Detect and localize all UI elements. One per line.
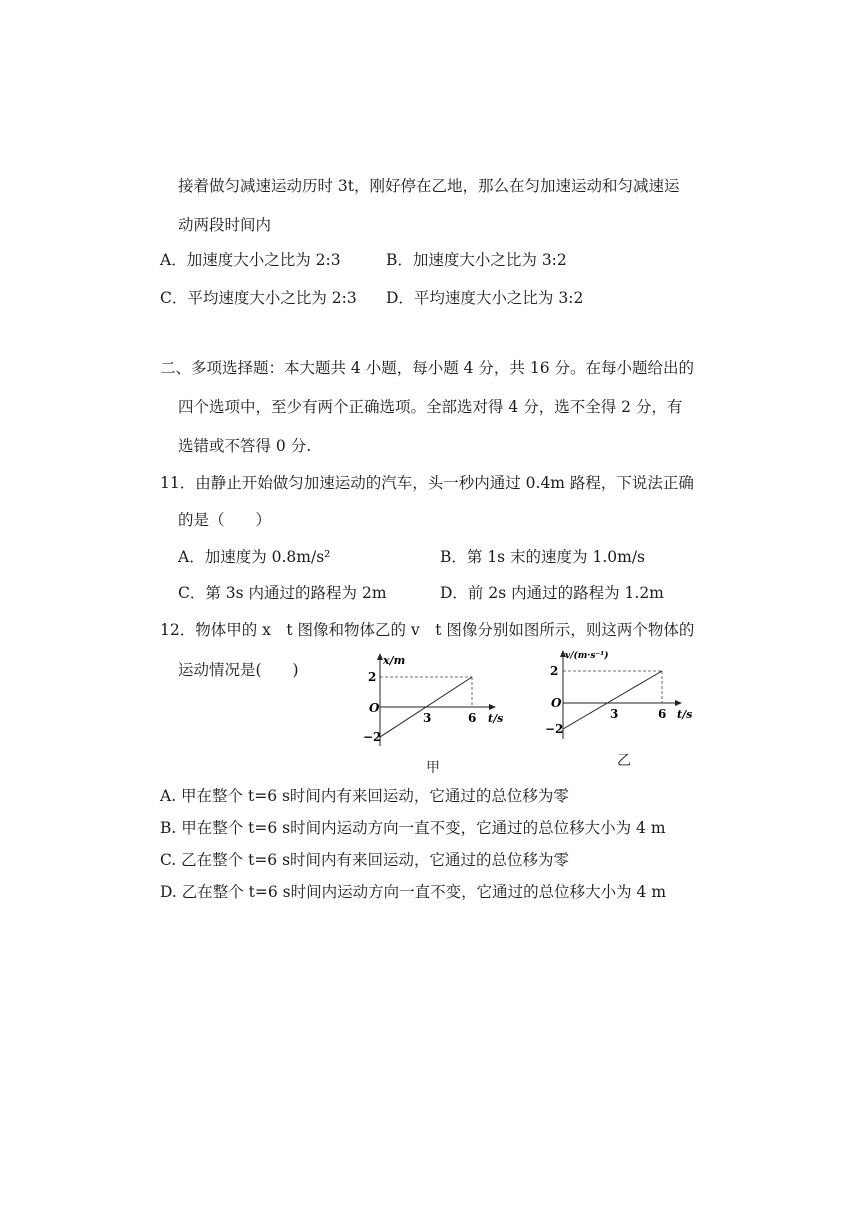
q10-line-2: 动两段时间内 (178, 216, 272, 234)
q12-line-1: 12．物体甲的 x t 图像和物体乙的 v t 图像分别如图所示，则这两个物体的 (160, 621, 695, 639)
graph-jia-origin: O (369, 701, 380, 715)
q12-option-d: D. 乙在整个 t=6 s时间内运动方向一直不变，它通过的总位移大小为 4 m (160, 883, 667, 901)
q10-option-d: D．平均速度大小之比为 3:2 (386, 289, 584, 307)
graph-jia-x-arrow (489, 704, 496, 710)
graph-jia-xlabel: t/s (488, 712, 504, 725)
q11-option-d: D．前 2s 内通过的路程为 1.2m (440, 584, 664, 602)
graph-jia-tick-x-end: 6 (468, 711, 477, 725)
q11-option-c: C．第 3s 内通过的路程为 2m (178, 584, 387, 602)
graph-jia-ylabel: x/m (383, 654, 406, 667)
graph-yi-x-arrow (675, 700, 682, 706)
graph-jia-tick-x-mid: 3 (423, 711, 432, 725)
graph-jia-caption: 甲 (426, 760, 440, 776)
q11-option-a: A．加速度为 0.8m/s² (178, 548, 331, 566)
graph-yi-caption: 乙 (617, 753, 631, 769)
graph-jia (355, 650, 515, 750)
q10-option-b: B．加速度大小之比为 3:2 (386, 251, 567, 269)
section2-line-1: 二、多项选择题：本大题共 4 小题，每小题 4 分，共 16 分。在每小题给出的 (160, 359, 695, 377)
graph-yi (537, 645, 707, 745)
q12-option-a: A. 甲在整个 t=6 s时间内有来回运动，它通过的总位移为零 (160, 787, 569, 805)
graph-yi-ylabel: v/(m·s⁻¹) (565, 651, 609, 661)
q10-option-c: C．平均速度大小之比为 2:3 (160, 289, 357, 307)
graph-jia-tick-y-top: 2 (368, 670, 377, 684)
q11-line-2: 的是（ ） (178, 511, 272, 529)
q11-line-1: 11．由静止开始做匀加速运动的汽车，头一秒内通过 0.4m 路程，下说法正确 (160, 474, 694, 492)
graph-yi-tick-x-end: 6 (658, 707, 667, 721)
q10-line-1: 接着做匀减速运动历时 3t，刚好停在乙地，那么在匀加速运动和匀减速运 (178, 177, 680, 195)
graph-jia-tick-y-bottom: −2 (363, 730, 382, 744)
graph-yi-tick-y-bottom: −2 (545, 722, 564, 736)
graph-yi-xlabel: t/s (677, 708, 693, 721)
q10-option-a: A．加速度大小之比为 2:3 (160, 251, 341, 269)
q12-line-2: 运动情况是( ) (178, 661, 299, 679)
graph-yi-origin: O (551, 696, 562, 710)
graph-yi-tick-x-mid: 3 (610, 707, 619, 721)
q12-option-c: C. 乙在整个 t=6 s时间内有来回运动，它通过的总位移为零 (160, 851, 570, 869)
graph-yi-tick-y-top: 2 (550, 664, 559, 678)
section2-line-3: 选错或不答得 0 分. (178, 437, 312, 455)
section2-line-2: 四个选项中，至少有两个正确选项。全部选对得 4 分，选不全得 2 分，有 (178, 398, 683, 416)
q12-option-b: B. 甲在整个 t=6 s时间内运动方向一直不变，它通过的总位移大小为 4 m (160, 819, 666, 837)
q11-option-b: B．第 1s 末的速度为 1.0m/s (440, 548, 646, 566)
